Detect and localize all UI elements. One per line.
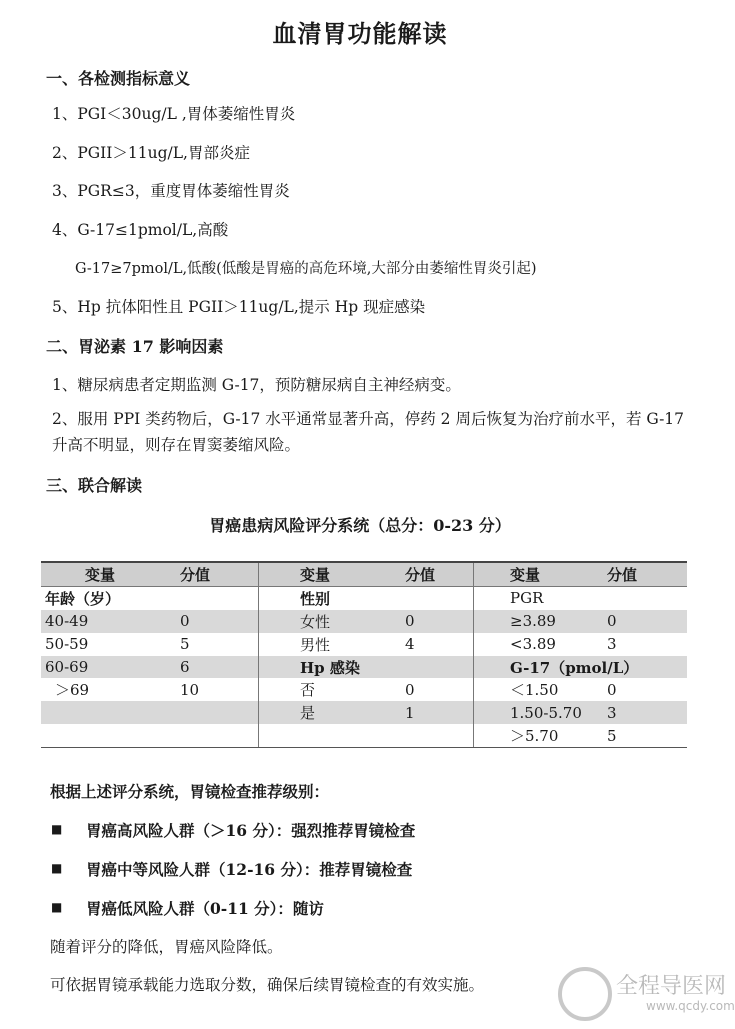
header-variable-1: 变量 [85,562,180,586]
table-cell: 60-69 [41,656,180,679]
table-row [41,656,687,679]
table-cell: ＞69 [55,681,90,700]
table-title: 胃癌患病风险评分系统（总分：0-23 分） [209,516,511,535]
table-cell [41,724,180,747]
table-cell: 性别 [300,589,331,608]
section1-item-2: 2、PGII＞11ug/L,胃部炎症 [52,144,250,162]
table-cell: 1.50-5.70 [510,701,607,724]
table-cell: 0 [405,680,415,699]
table-cell: G-17（pmol/L） [510,656,687,679]
table-cell: 否 [300,681,316,700]
table-cell: 年龄（岁） [45,589,121,608]
table-cell [607,586,687,609]
table-cell: 10 [180,680,200,699]
table-cell: 3 [607,701,687,724]
table-cell [41,701,180,724]
section1-item-3: 3、PGR≤3，重度胃体萎缩性胃炎 [52,182,290,200]
table-header-row [41,562,687,586]
table-cell [405,586,473,609]
page-title: 血清胃功能解读 [272,19,448,48]
header-score-1: 分值 [180,562,258,586]
table-cell [180,724,258,747]
table-cell: 50-59 [45,635,89,654]
table-row [41,678,687,701]
section3-heading: 三、联合解读 [46,476,143,495]
table-cell: 0 [405,610,473,633]
section2-item-1: 1、糖尿病患者定期监测 G-17，预防糖尿病自主神经病变。 [52,376,461,394]
recommend-item-high: 胃癌高风险人群（＞16 分）：强烈推荐胃镜检查 [86,821,416,840]
watermark-url: www.qcdy.com [646,999,735,1013]
table-row [41,724,687,747]
table-row [41,633,687,656]
watermark-circle-icon [558,967,612,1021]
risk-score-table [41,561,687,748]
section1-heading: 一、各检测指标意义 [46,69,191,88]
table-cell: 0 [607,610,687,633]
header-variable-3: 变量 [510,562,607,586]
watermark-logo [558,967,735,1023]
table-cell: 40-49 [41,610,180,633]
table-cell: 6 [180,656,258,679]
section1-item-5: 5、Hp 抗体阳性且 PGII＞11ug/L,提示 Hp 现症感染 [52,298,426,316]
table-cell [300,724,405,747]
table-cell: <3.89 [510,635,556,654]
recommend-item-low: 胃癌低风险人群（0-11 分）：随访 [86,899,324,918]
bullet-square-icon: ■ [51,861,63,875]
section1-item-4b: G-17≥7pmol/L,低酸(低酸是胃癌的高危环境,大部分由萎缩性胃炎引起) [75,261,537,277]
table-cell: 4 [405,635,415,654]
section1-item-4: 4、G-17≤1pmol/L,高酸 [52,221,229,239]
table-cell: PGR [510,589,544,608]
table-cell: 是 [300,701,405,724]
table-cell: ≥3.89 [510,610,607,633]
section2-item-2: 2、服用 PPI 类药物后，G-17 水平通常显著升高，停药 2 周后恢复为治疗前水平，若 G-17 升高不明显，则存在胃窦萎缩风险。 [52,410,685,454]
table-cell: 1 [405,701,473,724]
table-cell [405,656,473,679]
table-row [41,610,687,633]
table-cell: 5 [180,635,190,654]
table-cell: 3 [607,635,617,654]
table-cell: 5 [607,724,687,747]
table-cell [180,586,258,609]
table-cell: 女性 [300,610,405,633]
note-risk-decrease: 随着评分的降低，胃癌风险降低。 [50,938,283,956]
table-cell: 0 [607,680,617,699]
table-cell [180,701,258,724]
recommend-item-medium: 胃癌中等风险人群（12-16 分）：推荐胃镜检查 [86,860,413,879]
bullet-square-icon: ■ [51,822,63,836]
table-cell: 男性 [300,635,331,654]
section2-heading: 二、胃泌素 17 影响因素 [46,337,224,356]
section1-item-1: 1、PGI＜30ug/L ,胃体萎缩性胃炎 [52,105,296,123]
table-row [41,701,687,724]
table-cell: 0 [180,610,258,633]
recommend-intro: 根据上述评分系统，胃镜检查推荐级别： [50,782,330,801]
table-cell [405,724,473,747]
table-cell: ＞5.70 [510,724,607,747]
table-cell: Hp 感染 [300,656,405,679]
watermark-name: 全程导医网 [616,974,727,999]
header-score-2: 分值 [405,562,473,586]
note-select-score: 可依据胃镜承载能力选取分数，确保后续胃镜检查的有效实施。 [50,976,485,994]
header-variable-2: 变量 [300,562,405,586]
table-row [41,586,687,609]
header-score-3: 分值 [607,562,687,586]
bullet-square-icon: ■ [51,900,63,914]
table-cell: ＜1.50 [510,681,559,700]
